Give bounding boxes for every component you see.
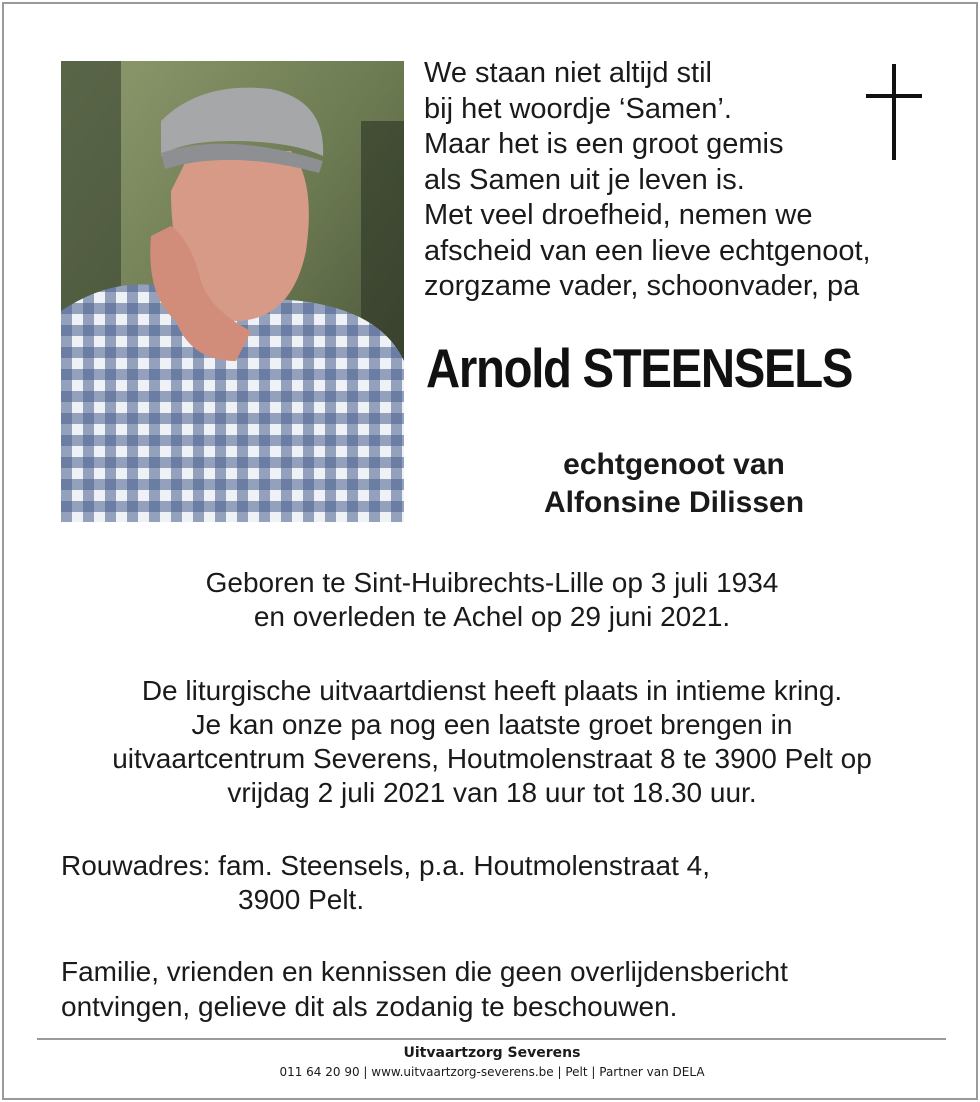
death-line: en overleden te Achel op 29 juni 2021. [253,601,731,632]
spouse-block [424,446,924,522]
birth-death-info [4,566,980,634]
address-line: Rouwadres: fam. Steensels, p.a. Houtmolenstraat 4, [61,850,710,881]
address-city: 3900 Pelt. [238,884,365,915]
service-line: vrijdag 2 juli 2021 van 18 uur tot 18.30 uur. [227,777,757,808]
service-line: De liturgische uitvaartdienst heeft plaats in intieme kring. [141,675,843,706]
poem-line: als Samen uit je leven is. [424,163,745,196]
footer [4,1044,980,1081]
poem-line: afscheid van een lieve echtgenoot, [424,234,871,267]
funeral-company-contact: 011 64 20 90 | www.uitvaartzorg-severens.be | Pelt | Partner van DELA [279,1065,705,1079]
funeral-company-name: Uitvaartzorg Severens [403,1045,581,1061]
poem-line: Met veel droefheid, nemen we [424,199,813,231]
family-note [61,954,788,1024]
service-line: uitvaartcentrum Severens, Houtmolenstraat 8 te 3900 Pelt op [112,743,872,774]
poem-line: We staan niet altijd stil [424,57,712,89]
portrait-photo [61,61,404,522]
spouse-name: Alfonsine Dilissen [543,486,805,519]
family-note-line: ontvingen, gelieve dit als zodanig te beschouwen. [61,991,678,1022]
poem [424,56,871,305]
family-note-line: Familie, vrienden en kennissen die geen overlijdensbericht [61,956,788,987]
birth-line: Geboren te Sint-Huibrechts-Lille op 3 juli 1934 [205,567,779,598]
service-info [4,674,980,810]
cross-icon [866,64,922,160]
service-line: Je kan onze pa nog een laatste groet brengen in [191,709,793,740]
relation-label: echtgenoot van [563,448,785,481]
obituary-card [2,2,978,1100]
mourning-address [61,849,710,917]
deceased-name: Arnold STEENSELS [426,337,853,399]
poem-line: bij het woordje ‘Samen’. [424,92,732,125]
footer-divider [37,1038,946,1040]
poem-line: zorgzame vader, schoonvader, pa [424,270,860,302]
poem-line: Maar het is een groot gemis [424,128,784,160]
